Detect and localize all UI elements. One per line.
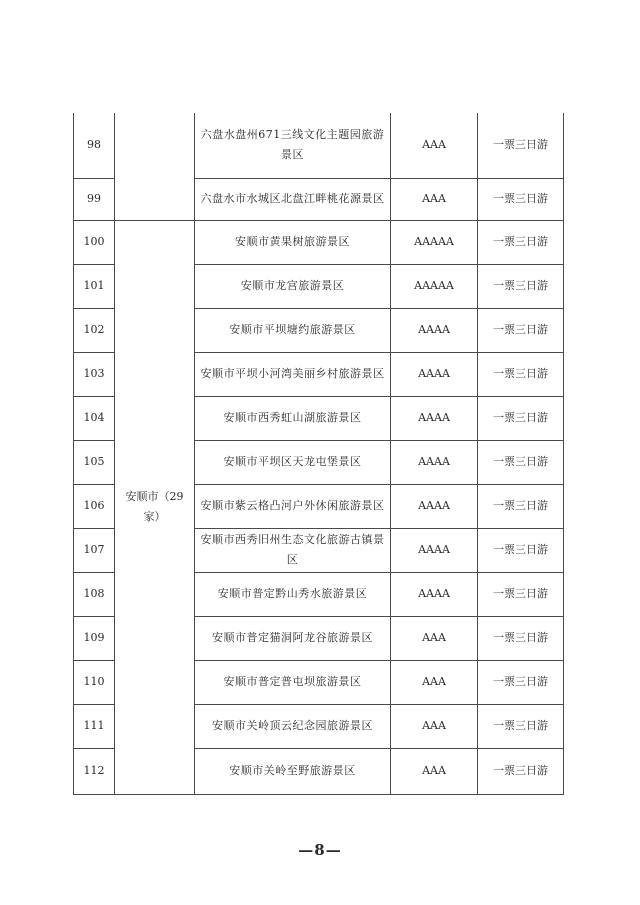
city-group-cell: 安顺市（29家） [115, 220, 195, 794]
scenic-name: 安顺市平坝区天龙屯堡景区 [195, 440, 391, 484]
row-number: 104 [74, 396, 115, 440]
scenic-level: AAA [391, 113, 478, 178]
scenic-level: AAAA [391, 308, 478, 352]
ticket-type: 一票三日游 [478, 220, 564, 264]
ticket-type: 一票三日游 [478, 528, 564, 572]
ticket-type: 一票三日游 [478, 264, 564, 308]
scenic-name: 安顺市普定普屯坝旅游景区 [195, 660, 391, 704]
row-number: 109 [74, 616, 115, 660]
ticket-type: 一票三日游 [478, 484, 564, 528]
scenic-name: 安顺市龙宫旅游景区 [195, 264, 391, 308]
scenic-level: AAAA [391, 396, 478, 440]
scenic-name: 安顺市黄果树旅游景区 [195, 220, 391, 264]
ticket-type: 一票三日游 [478, 352, 564, 396]
ticket-type: 一票三日游 [478, 616, 564, 660]
page-number: —8— [298, 841, 342, 859]
row-number: 107 [74, 528, 115, 572]
ticket-type: 一票三日游 [478, 113, 564, 178]
city-cell-liupanshui [115, 113, 195, 220]
ticket-type: 一票三日游 [478, 178, 564, 220]
scenic-name: 安顺市普定猫洞阿龙谷旅游景区 [195, 616, 391, 660]
scenic-name: 安顺市紫云格凸河户外休闲旅游景区 [195, 484, 391, 528]
scenic-level: AAA [391, 178, 478, 220]
table-row [74, 220, 564, 264]
scenic-name: 六盘水市水城区北盘江畔桃花源景区 [195, 178, 391, 220]
row-number: 98 [74, 113, 115, 178]
scenic-name: 安顺市平坝塘约旅游景区 [195, 308, 391, 352]
row-number: 106 [74, 484, 115, 528]
scenic-level: AAA [391, 704, 478, 748]
ticket-type: 一票三日游 [478, 396, 564, 440]
ticket-type: 一票三日游 [478, 440, 564, 484]
table-row [74, 113, 564, 178]
row-number: 101 [74, 264, 115, 308]
scenic-name: 安顺市普定黔山秀水旅游景区 [195, 572, 391, 616]
scenic-level: AAAA [391, 352, 478, 396]
scenic-name: 安顺市关岭顶云纪念园旅游景区 [195, 704, 391, 748]
row-number: 105 [74, 440, 115, 484]
scenic-level: AAA [391, 616, 478, 660]
scenic-level: AAAAA [391, 220, 478, 264]
scenic-spots-table [73, 113, 564, 795]
scenic-name: 六盘水盘州671三线文化主题园旅游景区 [195, 113, 391, 178]
scenic-name: 安顺市西秀虹山湖旅游景区 [195, 396, 391, 440]
scenic-level: AAAA [391, 572, 478, 616]
ticket-type: 一票三日游 [478, 572, 564, 616]
scenic-level: AAA [391, 660, 478, 704]
row-number: 99 [74, 178, 115, 220]
row-number: 110 [74, 660, 115, 704]
scenic-level: AAAA [391, 484, 478, 528]
row-number: 100 [74, 220, 115, 264]
row-number: 102 [74, 308, 115, 352]
ticket-type: 一票三日游 [478, 660, 564, 704]
scenic-level: AAAA [391, 528, 478, 572]
scenic-name: 安顺市关岭至野旅游景区 [195, 748, 391, 794]
scenic-name: 安顺市平坝小河湾美丽乡村旅游景区 [195, 352, 391, 396]
scenic-level: AAAA [391, 440, 478, 484]
scenic-level: AAA [391, 748, 478, 794]
scenic-level: AAAAA [391, 264, 478, 308]
ticket-type: 一票三日游 [478, 704, 564, 748]
row-number: 108 [74, 572, 115, 616]
row-number: 112 [74, 748, 115, 794]
row-number: 103 [74, 352, 115, 396]
row-number: 111 [74, 704, 115, 748]
scenic-name: 安顺市西秀旧州生态文化旅游古镇景区 [195, 528, 391, 572]
ticket-type: 一票三日游 [478, 748, 564, 794]
ticket-type: 一票三日游 [478, 308, 564, 352]
